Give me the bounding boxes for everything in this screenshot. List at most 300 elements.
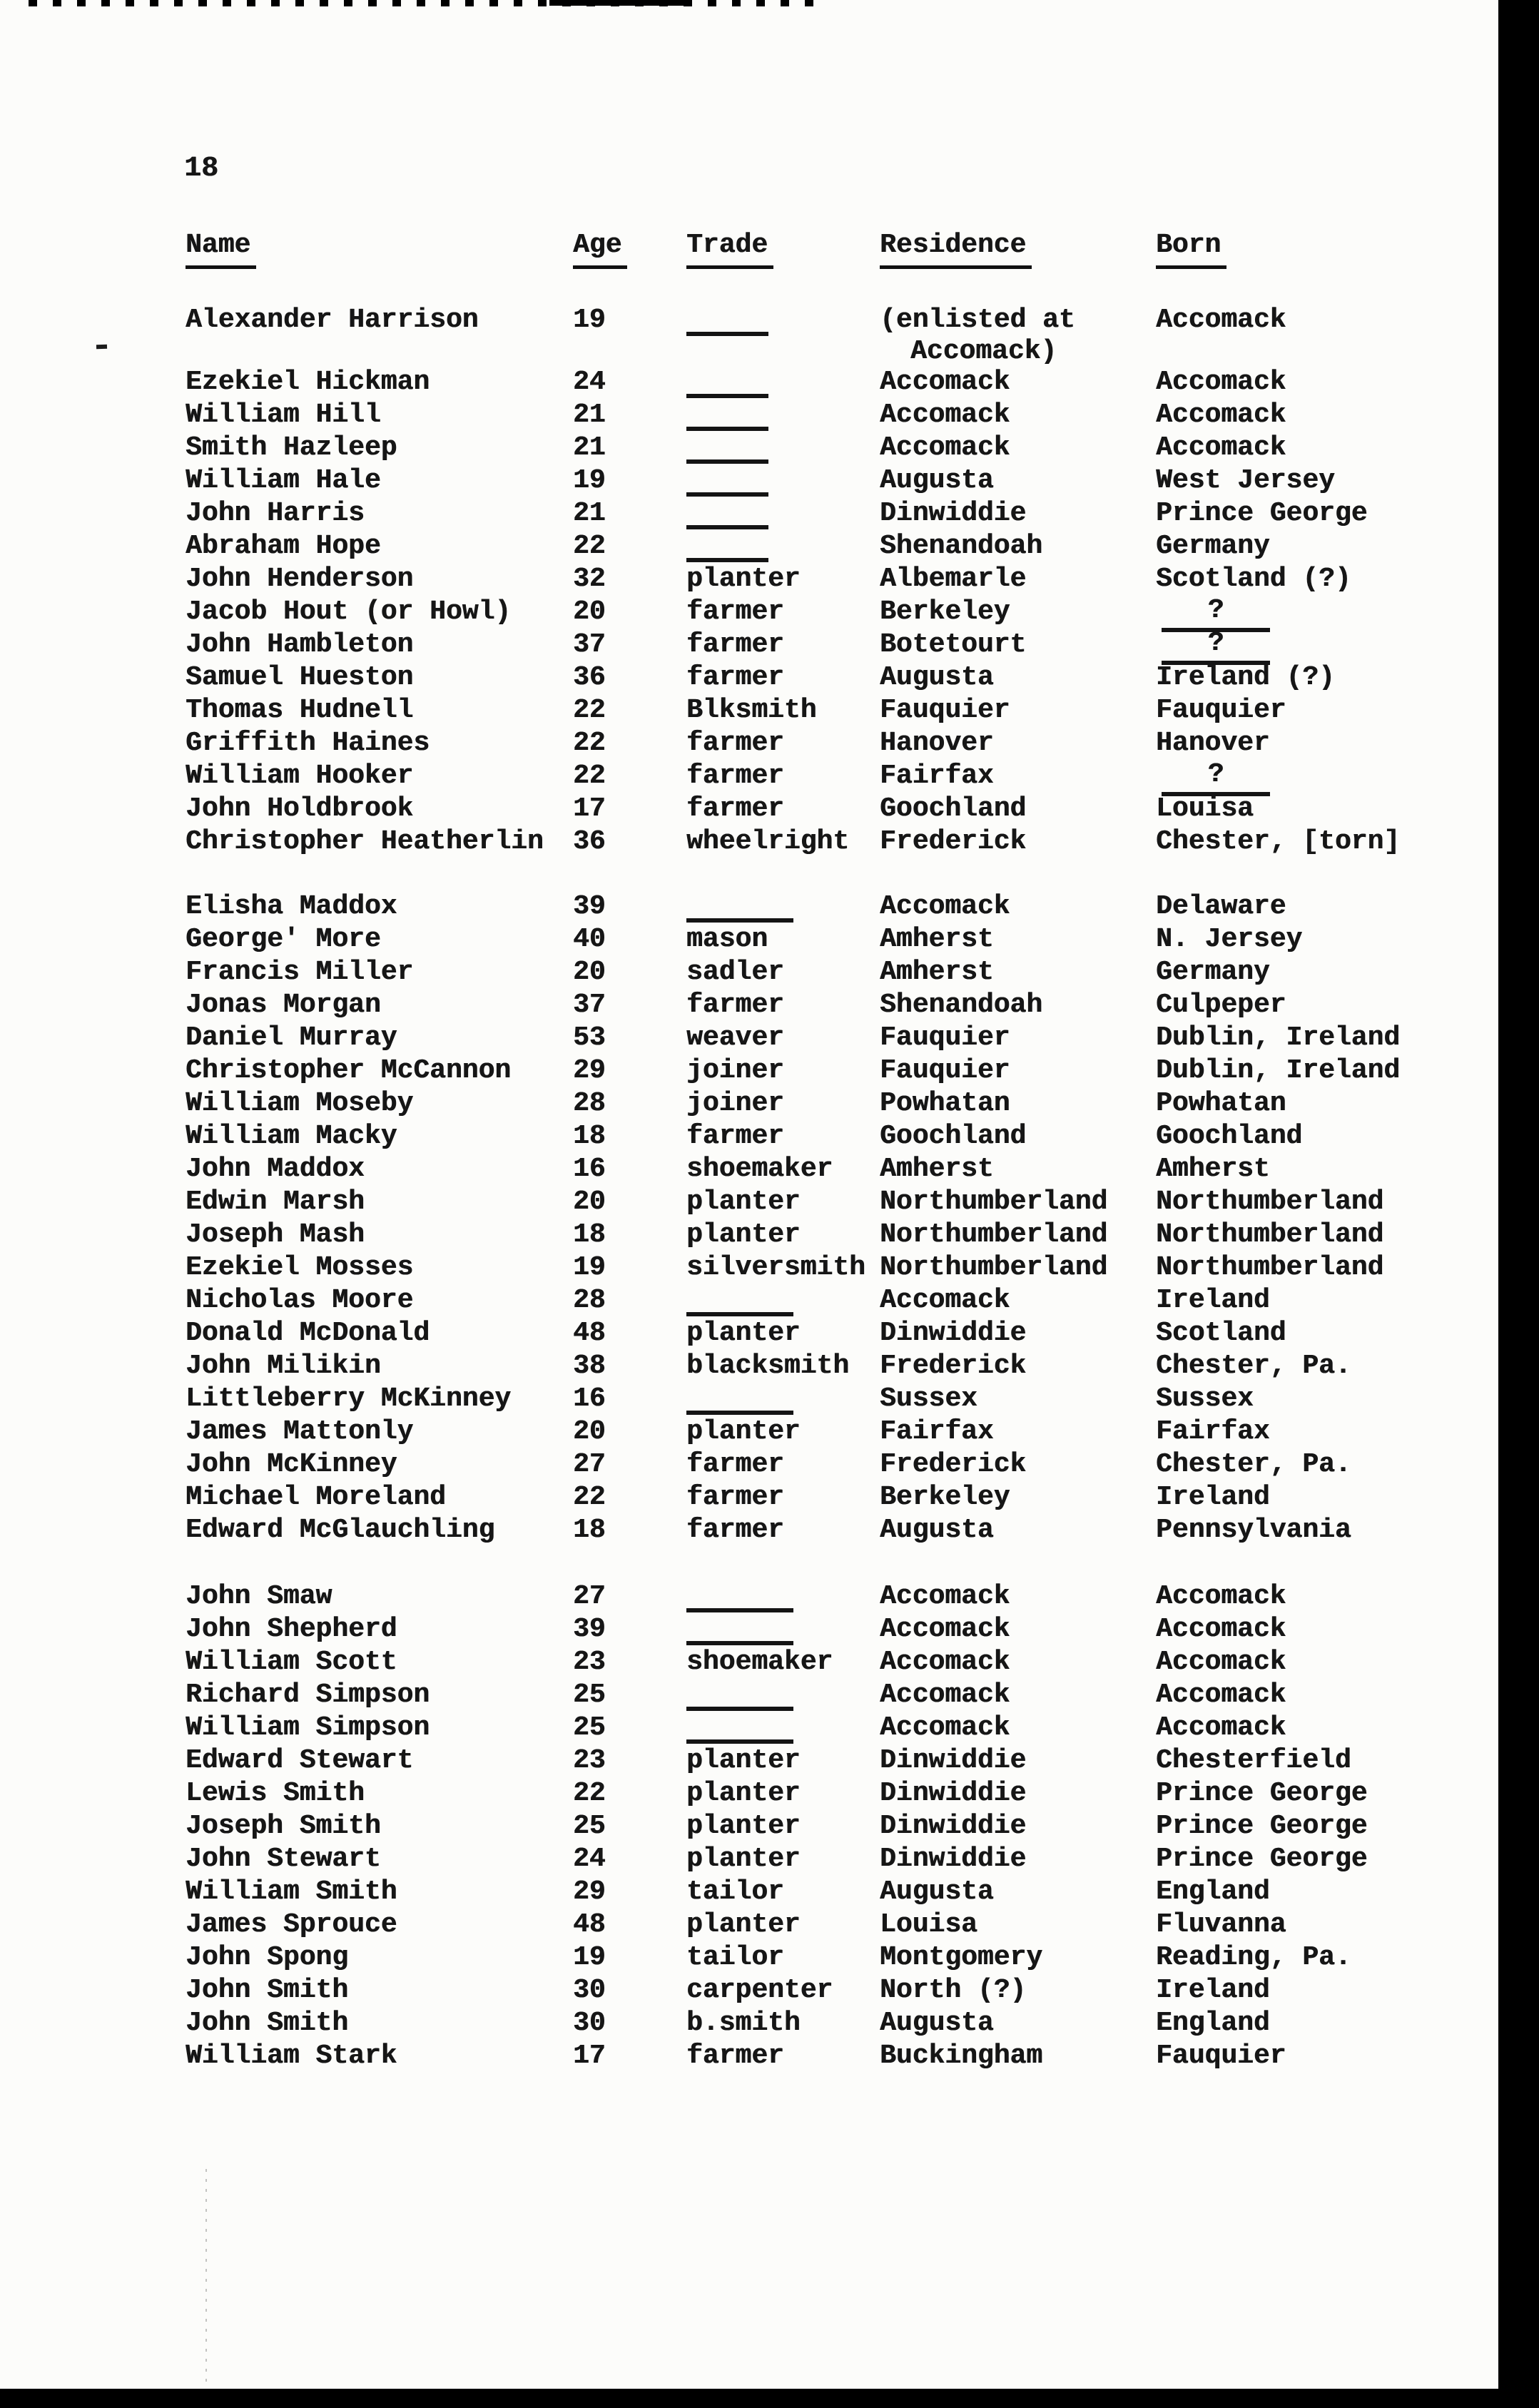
cell-born: Chesterfield — [1156, 1745, 1351, 1776]
cell-born: England — [1156, 2008, 1270, 2038]
cell-trade: joiner — [686, 1055, 784, 1086]
cell-trade: silversmith — [686, 1252, 865, 1283]
cell-residence: Augusta — [880, 465, 994, 496]
cell-born: Fairfax — [1156, 1416, 1270, 1447]
cell-age: 40 — [573, 924, 606, 955]
column-header-residence: Residence — [880, 230, 1032, 269]
cell-residence: Frederick — [880, 1449, 1027, 1480]
table-section-2 — [0, 891, 1539, 1548]
cell-age: 22 — [573, 1482, 606, 1513]
table-row — [0, 662, 1539, 695]
cell-name: James Sprouce — [186, 1909, 397, 1940]
cell-age: 22 — [573, 728, 606, 758]
cell-residence: Accomack — [880, 1581, 1010, 1612]
cell-trade: planter — [686, 1318, 801, 1348]
cell-age: 19 — [573, 465, 606, 496]
cell-residence: Dinwiddie — [880, 498, 1027, 529]
cell-born: Germany — [1156, 957, 1270, 987]
cell-name: Christopher Heatherlin — [186, 826, 544, 857]
cell-age: 18 — [573, 1515, 606, 1545]
cell-trade-blank-line — [686, 1312, 793, 1316]
cell-born: Accomack — [1156, 400, 1286, 430]
cell-name: John Holdbrook — [186, 793, 414, 824]
cell-trade: mason — [686, 924, 768, 955]
cell-trade: planter — [686, 1416, 801, 1447]
cell-born: Chester, Pa. — [1156, 1449, 1351, 1480]
cell-residence: Amherst — [880, 1154, 994, 1184]
cell-residence: Augusta — [880, 662, 994, 693]
table-row — [0, 1088, 1539, 1121]
cell-born: Chester, Pa. — [1156, 1351, 1351, 1381]
cell-residence: Northumberland — [880, 1187, 1108, 1217]
cell-age: 23 — [573, 1745, 606, 1776]
cell-trade: farmer — [686, 1515, 784, 1545]
cell-born: Louisa — [1156, 793, 1254, 824]
cell-age: 23 — [573, 1647, 606, 1677]
cell-born: Reading, Pa. — [1156, 1942, 1351, 1973]
cell-trade: planter — [686, 1811, 801, 1841]
cell-age: 21 — [573, 432, 606, 463]
cell-residence: Dinwiddie — [880, 1318, 1027, 1348]
cell-residence: Shenandoah — [880, 990, 1043, 1020]
table-row — [0, 957, 1539, 990]
cell-age: 20 — [573, 1187, 606, 1217]
table-row — [0, 564, 1539, 596]
cell-name: Michael Moreland — [186, 1482, 446, 1513]
cell-name: William Scott — [186, 1647, 397, 1677]
cell-residence: Montgomery — [880, 1942, 1043, 1973]
cell-born: Fauquier — [1156, 2041, 1286, 2071]
cell-trade: weaver — [686, 1022, 784, 1053]
cell-name: William Hill — [186, 400, 381, 430]
cell-name: John Harris — [186, 498, 365, 529]
table-row — [0, 1252, 1539, 1285]
table-row — [0, 1614, 1539, 1647]
cell-trade: Blksmith — [686, 695, 817, 726]
cell-age: 16 — [573, 1383, 606, 1414]
table-row — [0, 990, 1539, 1022]
cell-name: Samuel Hueston — [186, 662, 414, 693]
cell-residence: Frederick — [880, 1351, 1027, 1381]
cell-residence: Frederick — [880, 826, 1027, 857]
cell-residence: Hanover — [880, 728, 994, 758]
cell-name: Christopher McCannon — [186, 1055, 512, 1086]
table-row — [0, 1187, 1539, 1219]
cell-born: Prince George — [1156, 1778, 1368, 1809]
table-row — [0, 1581, 1539, 1614]
table-row — [0, 793, 1539, 826]
cell-residence: Sussex — [880, 1383, 977, 1414]
cell-residence: Berkeley — [880, 596, 1010, 627]
cell-name: Ezekiel Mosses — [186, 1252, 414, 1283]
cell-born: Prince George — [1156, 1811, 1368, 1841]
table-row — [0, 367, 1539, 400]
cell-age: 21 — [573, 498, 606, 529]
cell-trade: tailor — [686, 1876, 784, 1907]
cell-name: Edwin Marsh — [186, 1187, 365, 1217]
cell-residence: Goochland — [880, 793, 1027, 824]
cell-born: Fauquier — [1156, 695, 1286, 726]
cell-born: Scotland — [1156, 1318, 1286, 1348]
cell-residence: Albemarle — [880, 564, 1027, 594]
table-row — [0, 498, 1539, 531]
cell-age: 39 — [573, 891, 606, 922]
table-row — [0, 1942, 1539, 1975]
table-row — [0, 1416, 1539, 1449]
cell-residence: Fairfax — [880, 761, 994, 791]
cell-residence: Dinwiddie — [880, 1745, 1027, 1776]
cell-born: Northumberland — [1156, 1187, 1384, 1217]
cell-residence: Fauquier — [880, 1022, 1010, 1053]
cell-trade: joiner — [686, 1088, 784, 1119]
cell-age: 22 — [573, 531, 606, 562]
cell-name: Edward McGlauchling — [186, 1515, 495, 1545]
cell-age: 25 — [573, 1680, 606, 1710]
cell-name: Richard Simpson — [186, 1680, 430, 1710]
cell-born: Scotland (?) — [1156, 564, 1351, 594]
cell-trade-blank-line — [686, 332, 768, 336]
cell-residence: Accomack — [880, 367, 1010, 397]
cell-residence: Accomack — [880, 400, 1010, 430]
table-row — [0, 1154, 1539, 1187]
scan-artifact-top-solid-segment — [549, 0, 689, 6]
cell-age: 53 — [573, 1022, 606, 1053]
cell-born: Accomack — [1156, 1614, 1286, 1645]
cell-trade: planter — [686, 1909, 801, 1940]
cell-name: John McKinney — [186, 1449, 397, 1480]
cell-born: Goochland — [1156, 1121, 1303, 1152]
cell-born: Ireland — [1156, 1285, 1270, 1316]
cell-residence-line2: Accomack) — [910, 336, 1057, 367]
scan-artifact-top-edge — [29, 0, 824, 6]
cell-trade-blank-line — [686, 1641, 793, 1645]
cell-name: Edward Stewart — [186, 1745, 414, 1776]
cell-age: 20 — [573, 596, 606, 627]
table-row — [0, 465, 1539, 498]
cell-born: Northumberland — [1156, 1219, 1384, 1250]
cell-name: John Smith — [186, 2008, 349, 2038]
cell-born: Accomack — [1156, 1680, 1286, 1710]
table-row — [0, 826, 1539, 859]
cell-residence: North (?) — [880, 1975, 1027, 2006]
cell-trade: planter — [686, 564, 801, 594]
table-row — [0, 1449, 1539, 1482]
cell-residence: Augusta — [880, 1515, 994, 1545]
column-header-trade: Trade — [686, 230, 773, 269]
table-row — [0, 305, 1539, 367]
cell-born: Accomack — [1156, 367, 1286, 397]
cell-born: Prince George — [1156, 498, 1368, 529]
cell-age: 20 — [573, 1416, 606, 1447]
cell-born: England — [1156, 1876, 1270, 1907]
cell-trade: farmer — [686, 728, 784, 758]
cell-trade-blank-line — [686, 1411, 793, 1415]
table-row — [0, 1811, 1539, 1844]
cell-age: 36 — [573, 826, 606, 857]
table-row — [0, 1022, 1539, 1055]
cell-trade: farmer — [686, 1482, 784, 1513]
cell-trade: planter — [686, 1219, 801, 1250]
scan-border-bottom — [0, 2389, 1539, 2408]
cell-residence: Fairfax — [880, 1416, 994, 1447]
table-row — [0, 531, 1539, 564]
cell-born: Dublin, Ireland — [1156, 1022, 1401, 1053]
cell-age: 28 — [573, 1285, 606, 1316]
cell-born: Accomack — [1156, 1712, 1286, 1743]
cell-name: John Milikin — [186, 1351, 381, 1381]
cell-age: 25 — [573, 1811, 606, 1841]
cell-trade: farmer — [686, 990, 784, 1020]
table-row — [0, 596, 1539, 629]
cell-residence: Dinwiddie — [880, 1778, 1027, 1809]
cell-age: 48 — [573, 1318, 606, 1348]
table-row — [0, 1680, 1539, 1712]
cell-residence: Berkeley — [880, 1482, 1010, 1513]
table-row — [0, 1055, 1539, 1088]
cell-trade-blank-line — [686, 1739, 793, 1744]
table-row — [0, 1482, 1539, 1515]
cell-name: Donald McDonald — [186, 1318, 430, 1348]
cell-name: William Smith — [186, 1876, 397, 1907]
cell-name: Smith Hazleep — [186, 432, 397, 463]
cell-born: Northumberland — [1156, 1252, 1384, 1283]
cell-residence: Accomack — [880, 432, 1010, 463]
table-row — [0, 1351, 1539, 1383]
scan-artifact-vertical-dots — [205, 2169, 207, 2383]
cell-age: 39 — [573, 1614, 606, 1645]
cell-trade: planter — [686, 1745, 801, 1776]
cell-born: Pennsylvania — [1156, 1515, 1351, 1545]
table-row — [0, 1219, 1539, 1252]
cell-age: 30 — [573, 2008, 606, 2038]
cell-age: 20 — [573, 957, 606, 987]
cell-name: George' More — [186, 924, 381, 955]
cell-born: Ireland — [1156, 1975, 1270, 2006]
cell-age: 37 — [573, 990, 606, 1020]
cell-born: Accomack — [1156, 432, 1286, 463]
cell-residence: Accomack — [880, 1647, 1010, 1677]
cell-age: 29 — [573, 1055, 606, 1086]
cell-born-unknown: ? — [1162, 595, 1270, 632]
cell-age: 27 — [573, 1581, 606, 1612]
cell-name: Elisha Maddox — [186, 891, 397, 922]
cell-trade: blacksmith — [686, 1351, 850, 1381]
cell-residence: Botetourt — [880, 629, 1027, 660]
cell-residence: Shenandoah — [880, 531, 1043, 562]
table-row — [0, 728, 1539, 761]
table-row — [0, 2041, 1539, 2073]
cell-trade-blank-line — [686, 1608, 793, 1612]
cell-age: 18 — [573, 1121, 606, 1152]
cell-trade: sadler — [686, 957, 784, 987]
cell-name: Abraham Hope — [186, 531, 381, 562]
table-row — [0, 1975, 1539, 2008]
cell-residence: Dinwiddie — [880, 1811, 1027, 1841]
cell-age: 28 — [573, 1088, 606, 1119]
cell-age: 17 — [573, 793, 606, 824]
table-row — [0, 1778, 1539, 1811]
cell-name: Nicholas Moore — [186, 1285, 414, 1316]
cell-born: Powhatan — [1156, 1088, 1286, 1119]
cell-trade: farmer — [686, 1449, 784, 1480]
table-row — [0, 1712, 1539, 1745]
cell-born: N. Jersey — [1156, 924, 1303, 955]
cell-born: Accomack — [1156, 1647, 1286, 1677]
cell-name: John Stewart — [186, 1844, 381, 1874]
cell-trade: wheelright — [686, 826, 850, 857]
table-row — [0, 1647, 1539, 1680]
cell-trade: farmer — [686, 596, 784, 627]
table-row — [0, 2008, 1539, 2041]
cell-born: Fluvanna — [1156, 1909, 1286, 1940]
cell-residence: Augusta — [880, 1876, 994, 1907]
cell-residence: Accomack — [880, 1285, 1010, 1316]
table-header-row — [0, 230, 1539, 273]
cell-residence: Accomack — [880, 1712, 1010, 1743]
cell-trade: planter — [686, 1844, 801, 1874]
cell-residence: (enlisted at — [880, 305, 1075, 335]
cell-trade-blank-line — [686, 492, 768, 497]
cell-name: Alexander Harrison — [186, 305, 479, 335]
cell-name: Lewis Smith — [186, 1778, 365, 1809]
cell-name: Daniel Murray — [186, 1022, 397, 1053]
table-row — [0, 1909, 1539, 1942]
cell-trade-blank-line — [686, 525, 768, 529]
table-row — [0, 761, 1539, 793]
cell-name: Jonas Morgan — [186, 990, 381, 1020]
table-row — [0, 1515, 1539, 1548]
cell-residence: Buckingham — [880, 2041, 1043, 2071]
page-number: 18 — [184, 153, 219, 185]
cell-residence: Fauquier — [880, 695, 1010, 726]
cell-trade-blank-line — [686, 1707, 793, 1711]
cell-residence: Northumberland — [880, 1252, 1108, 1283]
cell-born: Chester, [torn] — [1156, 826, 1401, 857]
cell-name: James Mattonly — [186, 1416, 414, 1447]
cell-name: John Smaw — [186, 1581, 332, 1612]
cell-age: 37 — [573, 629, 606, 660]
cell-trade: farmer — [686, 1121, 784, 1152]
table-row — [0, 1121, 1539, 1154]
cell-age: 22 — [573, 1778, 606, 1809]
cell-born-unknown: ? — [1162, 628, 1270, 665]
cell-trade-blank-line — [686, 394, 768, 398]
table-row — [0, 695, 1539, 728]
cell-residence: Accomack — [880, 1680, 1010, 1710]
cell-residence: Augusta — [880, 2008, 994, 2038]
cell-age: 29 — [573, 1876, 606, 1907]
cell-residence: Goochland — [880, 1121, 1027, 1152]
cell-name: Francis Miller — [186, 957, 414, 987]
cell-age: 38 — [573, 1351, 606, 1381]
cell-born: Accomack — [1156, 1581, 1286, 1612]
cell-trade: farmer — [686, 629, 784, 660]
cell-residence: Northumberland — [880, 1219, 1108, 1250]
cell-trade-blank-line — [686, 918, 793, 923]
cell-age: 17 — [573, 2041, 606, 2071]
cell-trade: b.smith — [686, 2008, 801, 2038]
cell-name: John Henderson — [186, 564, 414, 594]
cell-name: Griffith Haines — [186, 728, 430, 758]
cell-age: 21 — [573, 400, 606, 430]
cell-age: 48 — [573, 1909, 606, 1940]
cell-trade-blank-line — [686, 459, 768, 464]
cell-trade: farmer — [686, 761, 784, 791]
cell-born: Culpeper — [1156, 990, 1286, 1020]
cell-age: 24 — [573, 367, 606, 397]
cell-trade: carpenter — [686, 1975, 833, 2006]
cell-name: Ezekiel Hickman — [186, 367, 430, 397]
table-row — [0, 1844, 1539, 1876]
cell-residence: Powhatan — [880, 1088, 1010, 1119]
cell-residence: Amherst — [880, 924, 994, 955]
cell-born: Prince George — [1156, 1844, 1368, 1874]
table-row — [0, 1383, 1539, 1416]
cell-age: 27 — [573, 1449, 606, 1480]
table-row — [0, 629, 1539, 662]
cell-name: John Shepherd — [186, 1614, 397, 1645]
table-row — [0, 400, 1539, 432]
cell-age: 19 — [573, 1252, 606, 1283]
cell-name: William Simpson — [186, 1712, 430, 1743]
cell-born: Ireland (?) — [1156, 662, 1335, 693]
cell-age: 22 — [573, 695, 606, 726]
cell-name: Jacob Hout (or Howl) — [186, 596, 512, 627]
cell-age: 22 — [573, 761, 606, 791]
cell-residence: Accomack — [880, 1614, 1010, 1645]
cell-born: West Jersey — [1156, 465, 1335, 496]
cell-name: John Hambleton — [186, 629, 414, 660]
cell-age: 32 — [573, 564, 606, 594]
table-row — [0, 432, 1539, 465]
cell-born-unknown: ? — [1162, 759, 1270, 796]
cell-residence: Dinwiddie — [880, 1844, 1027, 1874]
cell-born: Hanover — [1156, 728, 1270, 758]
table-row — [0, 924, 1539, 957]
cell-trade: planter — [686, 1187, 801, 1217]
table-row — [0, 1285, 1539, 1318]
cell-trade: farmer — [686, 793, 784, 824]
table-row — [0, 1318, 1539, 1351]
cell-name: William Moseby — [186, 1088, 414, 1119]
cell-residence: Louisa — [880, 1909, 977, 1940]
cell-trade: farmer — [686, 2041, 784, 2071]
cell-name: John Spong — [186, 1942, 349, 1973]
cell-name: John Maddox — [186, 1154, 365, 1184]
cell-residence: Accomack — [880, 891, 1010, 922]
cell-age: 36 — [573, 662, 606, 693]
cell-age: 18 — [573, 1219, 606, 1250]
cell-name: Littleberry McKinney — [186, 1383, 512, 1414]
cell-name: Joseph Smith — [186, 1811, 381, 1841]
cell-trade: farmer — [686, 662, 784, 693]
cell-name: William Hale — [186, 465, 381, 496]
cell-born: Sussex — [1156, 1383, 1254, 1414]
column-header-name: Name — [186, 230, 256, 269]
cell-born: Ireland — [1156, 1482, 1270, 1513]
table-row — [0, 891, 1539, 924]
cell-trade: shoemaker — [686, 1647, 833, 1677]
cell-age: 19 — [573, 305, 606, 335]
cell-residence: Fauquier — [880, 1055, 1010, 1086]
table-row — [0, 1876, 1539, 1909]
table-section-1 — [0, 305, 1539, 859]
cell-trade-blank-line — [686, 558, 768, 562]
cell-trade: planter — [686, 1778, 801, 1809]
cell-trade: shoemaker — [686, 1154, 833, 1184]
cell-name: Thomas Hudnell — [186, 695, 414, 726]
cell-name: William Hooker — [186, 761, 414, 791]
